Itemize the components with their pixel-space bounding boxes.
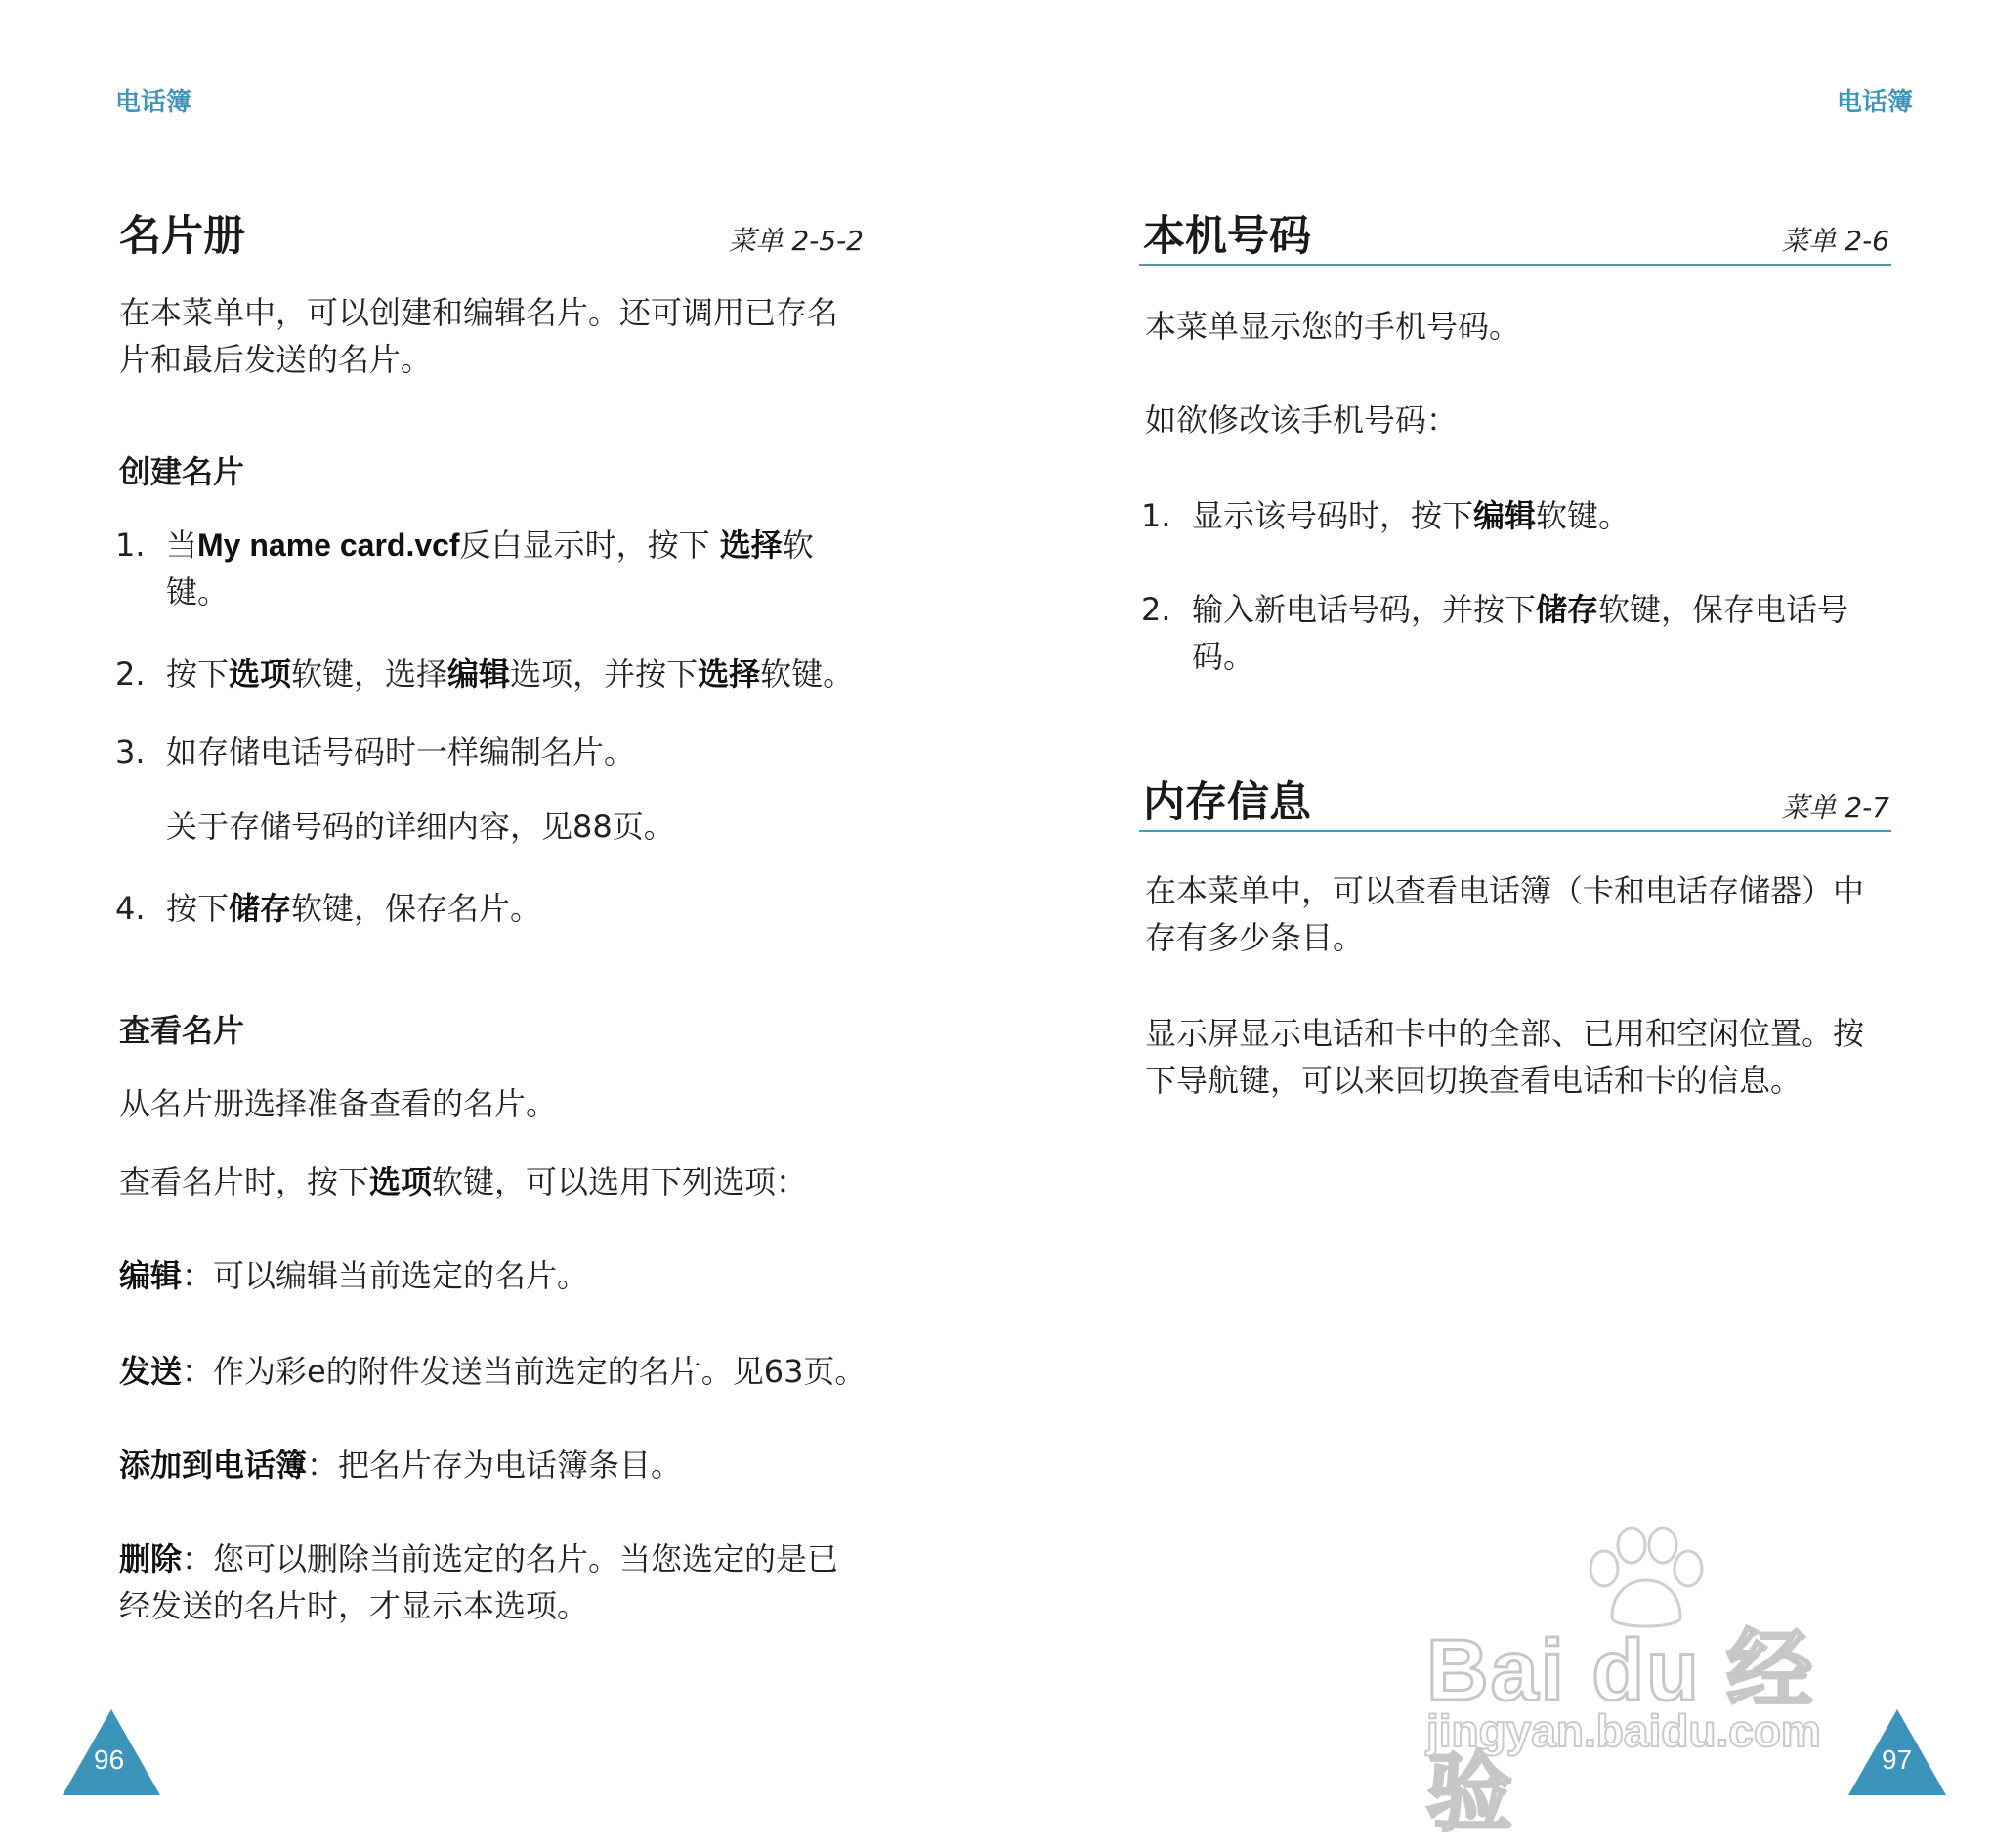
sec1-paragraph-1: 本菜单显示您的手机号码。 xyxy=(1145,308,1521,345)
step-number: 1. xyxy=(115,526,146,564)
intro-line-1: 在本菜单中，可以创建和编辑名片。还可调用已存名 xyxy=(119,294,839,331)
option-delete xyxy=(119,1535,838,1582)
option-desc: ：您可以删除当前选定的名片。当您选定的是已 xyxy=(182,1540,839,1577)
step-1-cont: 键。 xyxy=(166,573,230,610)
left-page xyxy=(0,0,996,1825)
step-text: 选项，并按下 xyxy=(510,655,699,693)
step-number: 2. xyxy=(115,655,146,693)
sec1-step-2 xyxy=(1141,586,1848,633)
softkey-label: 选项 xyxy=(369,1163,433,1200)
option-add xyxy=(119,1442,682,1489)
step-text: 显示该号码时，按下 xyxy=(1192,497,1474,534)
step-number: 3. xyxy=(115,734,146,771)
section-header xyxy=(1143,203,1889,263)
step-text: 软键，选择 xyxy=(291,655,448,693)
option-delete-cont: 经发送的名片时，才显示本选项。 xyxy=(119,1587,589,1624)
menu-reference: 菜单 2-6 xyxy=(1781,225,1889,257)
sec2-p1-line-2: 存有多少条目。 xyxy=(1145,919,1365,956)
menu-reference: 菜单 2-5-2 xyxy=(728,225,864,257)
softkey-label: 储存 xyxy=(229,890,292,927)
step-text: 当 xyxy=(166,526,198,564)
softkey-label: 选择 xyxy=(719,526,783,564)
section-title: 本机号码 xyxy=(1143,212,1311,261)
option-send xyxy=(119,1348,866,1395)
option-edit xyxy=(119,1252,588,1299)
running-head: 电话簿 xyxy=(1836,88,1913,117)
view-paragraph-2 xyxy=(119,1158,807,1205)
step-text: 按下 xyxy=(166,655,230,693)
option-term: 删除 xyxy=(119,1540,183,1577)
section-rule xyxy=(1139,264,1891,266)
option-desc: ：把名片存为电话簿条目。 xyxy=(307,1447,683,1484)
step-number: 2. xyxy=(1141,591,1171,628)
section-header xyxy=(119,203,864,263)
option-term: 发送 xyxy=(119,1353,183,1390)
watermark-url: jingyan.baidu.com xyxy=(1426,1705,1821,1756)
step-3-note: 关于存储号码的详细内容，见88页。 xyxy=(166,808,675,845)
sec2-p2-line-1: 显示屏显示电话和卡中的全部、已用和空闲位置。按 xyxy=(1145,1015,1865,1052)
option-label: 编辑 xyxy=(447,655,511,693)
step-text: 如存储电话号码时一样编制名片。 xyxy=(166,734,636,771)
step-4 xyxy=(115,885,541,932)
subheading-create: 创建名片 xyxy=(119,453,245,490)
sec2-p1-line-1: 在本菜单中，可以查看电话簿（卡和电话存储器）中 xyxy=(1145,872,1865,909)
option-desc: ：可以编辑当前选定的名片。 xyxy=(182,1257,589,1294)
running-head: 电话簿 xyxy=(115,88,192,117)
file-name: My name card.vcf xyxy=(197,527,460,563)
para-text: 软键，可以选用下列选项： xyxy=(432,1163,808,1200)
sec1-paragraph-2: 如欲修改该手机号码： xyxy=(1145,401,1459,439)
step-text: 软键，保存名片。 xyxy=(291,890,542,927)
softkey-label: 选择 xyxy=(698,655,761,693)
page-number: 97 xyxy=(1882,1744,1913,1775)
step-1 xyxy=(115,522,814,568)
subheading-view: 查看名片 xyxy=(119,1012,245,1049)
step-text: 按下 xyxy=(166,890,230,927)
section-rule xyxy=(1139,830,1891,832)
menu-reference: 菜单 2-7 xyxy=(1781,791,1889,823)
section-title: 内存信息 xyxy=(1143,778,1311,827)
softkey-label: 编辑 xyxy=(1473,497,1537,534)
watermark-logo-text: Bai du 经验 xyxy=(1426,1621,1815,1841)
option-term: 添加到电话簿 xyxy=(119,1447,308,1484)
option-desc: ：作为彩e的附件发送当前选定的名片。见63页。 xyxy=(182,1353,867,1390)
step-text: 软键。 xyxy=(1536,497,1631,534)
step-number: 4. xyxy=(115,890,146,927)
step-text: 软键。 xyxy=(760,655,855,693)
step-text: 软 xyxy=(782,526,814,564)
section-title: 名片册 xyxy=(119,212,245,261)
baidu-watermark xyxy=(1417,1524,1895,1841)
step-text: 输入新电话号码，并按下 xyxy=(1192,591,1537,628)
step-2 xyxy=(115,651,854,697)
step-number: 1. xyxy=(1141,497,1171,534)
softkey-label: 储存 xyxy=(1536,591,1599,628)
step-text: 反白显示时，按下 xyxy=(459,526,720,564)
option-term: 编辑 xyxy=(119,1257,183,1294)
sec1-step-2-cont: 码。 xyxy=(1192,638,1255,675)
para-text: 查看名片时，按下 xyxy=(119,1163,370,1200)
sec2-p2-line-2: 下导航键，可以来回切换查看电话和卡的信息。 xyxy=(1145,1062,1802,1099)
step-text: 软键，保存电话号 xyxy=(1598,591,1849,628)
softkey-label: 选项 xyxy=(229,655,292,693)
intro-line-2: 片和最后发送的名片。 xyxy=(119,341,433,378)
step-3 xyxy=(115,729,635,776)
page-number: 96 xyxy=(94,1744,125,1775)
view-paragraph-1: 从名片册选择准备查看的名片。 xyxy=(119,1085,558,1122)
section-header xyxy=(1143,770,1889,829)
sec1-step-1 xyxy=(1141,492,1630,539)
